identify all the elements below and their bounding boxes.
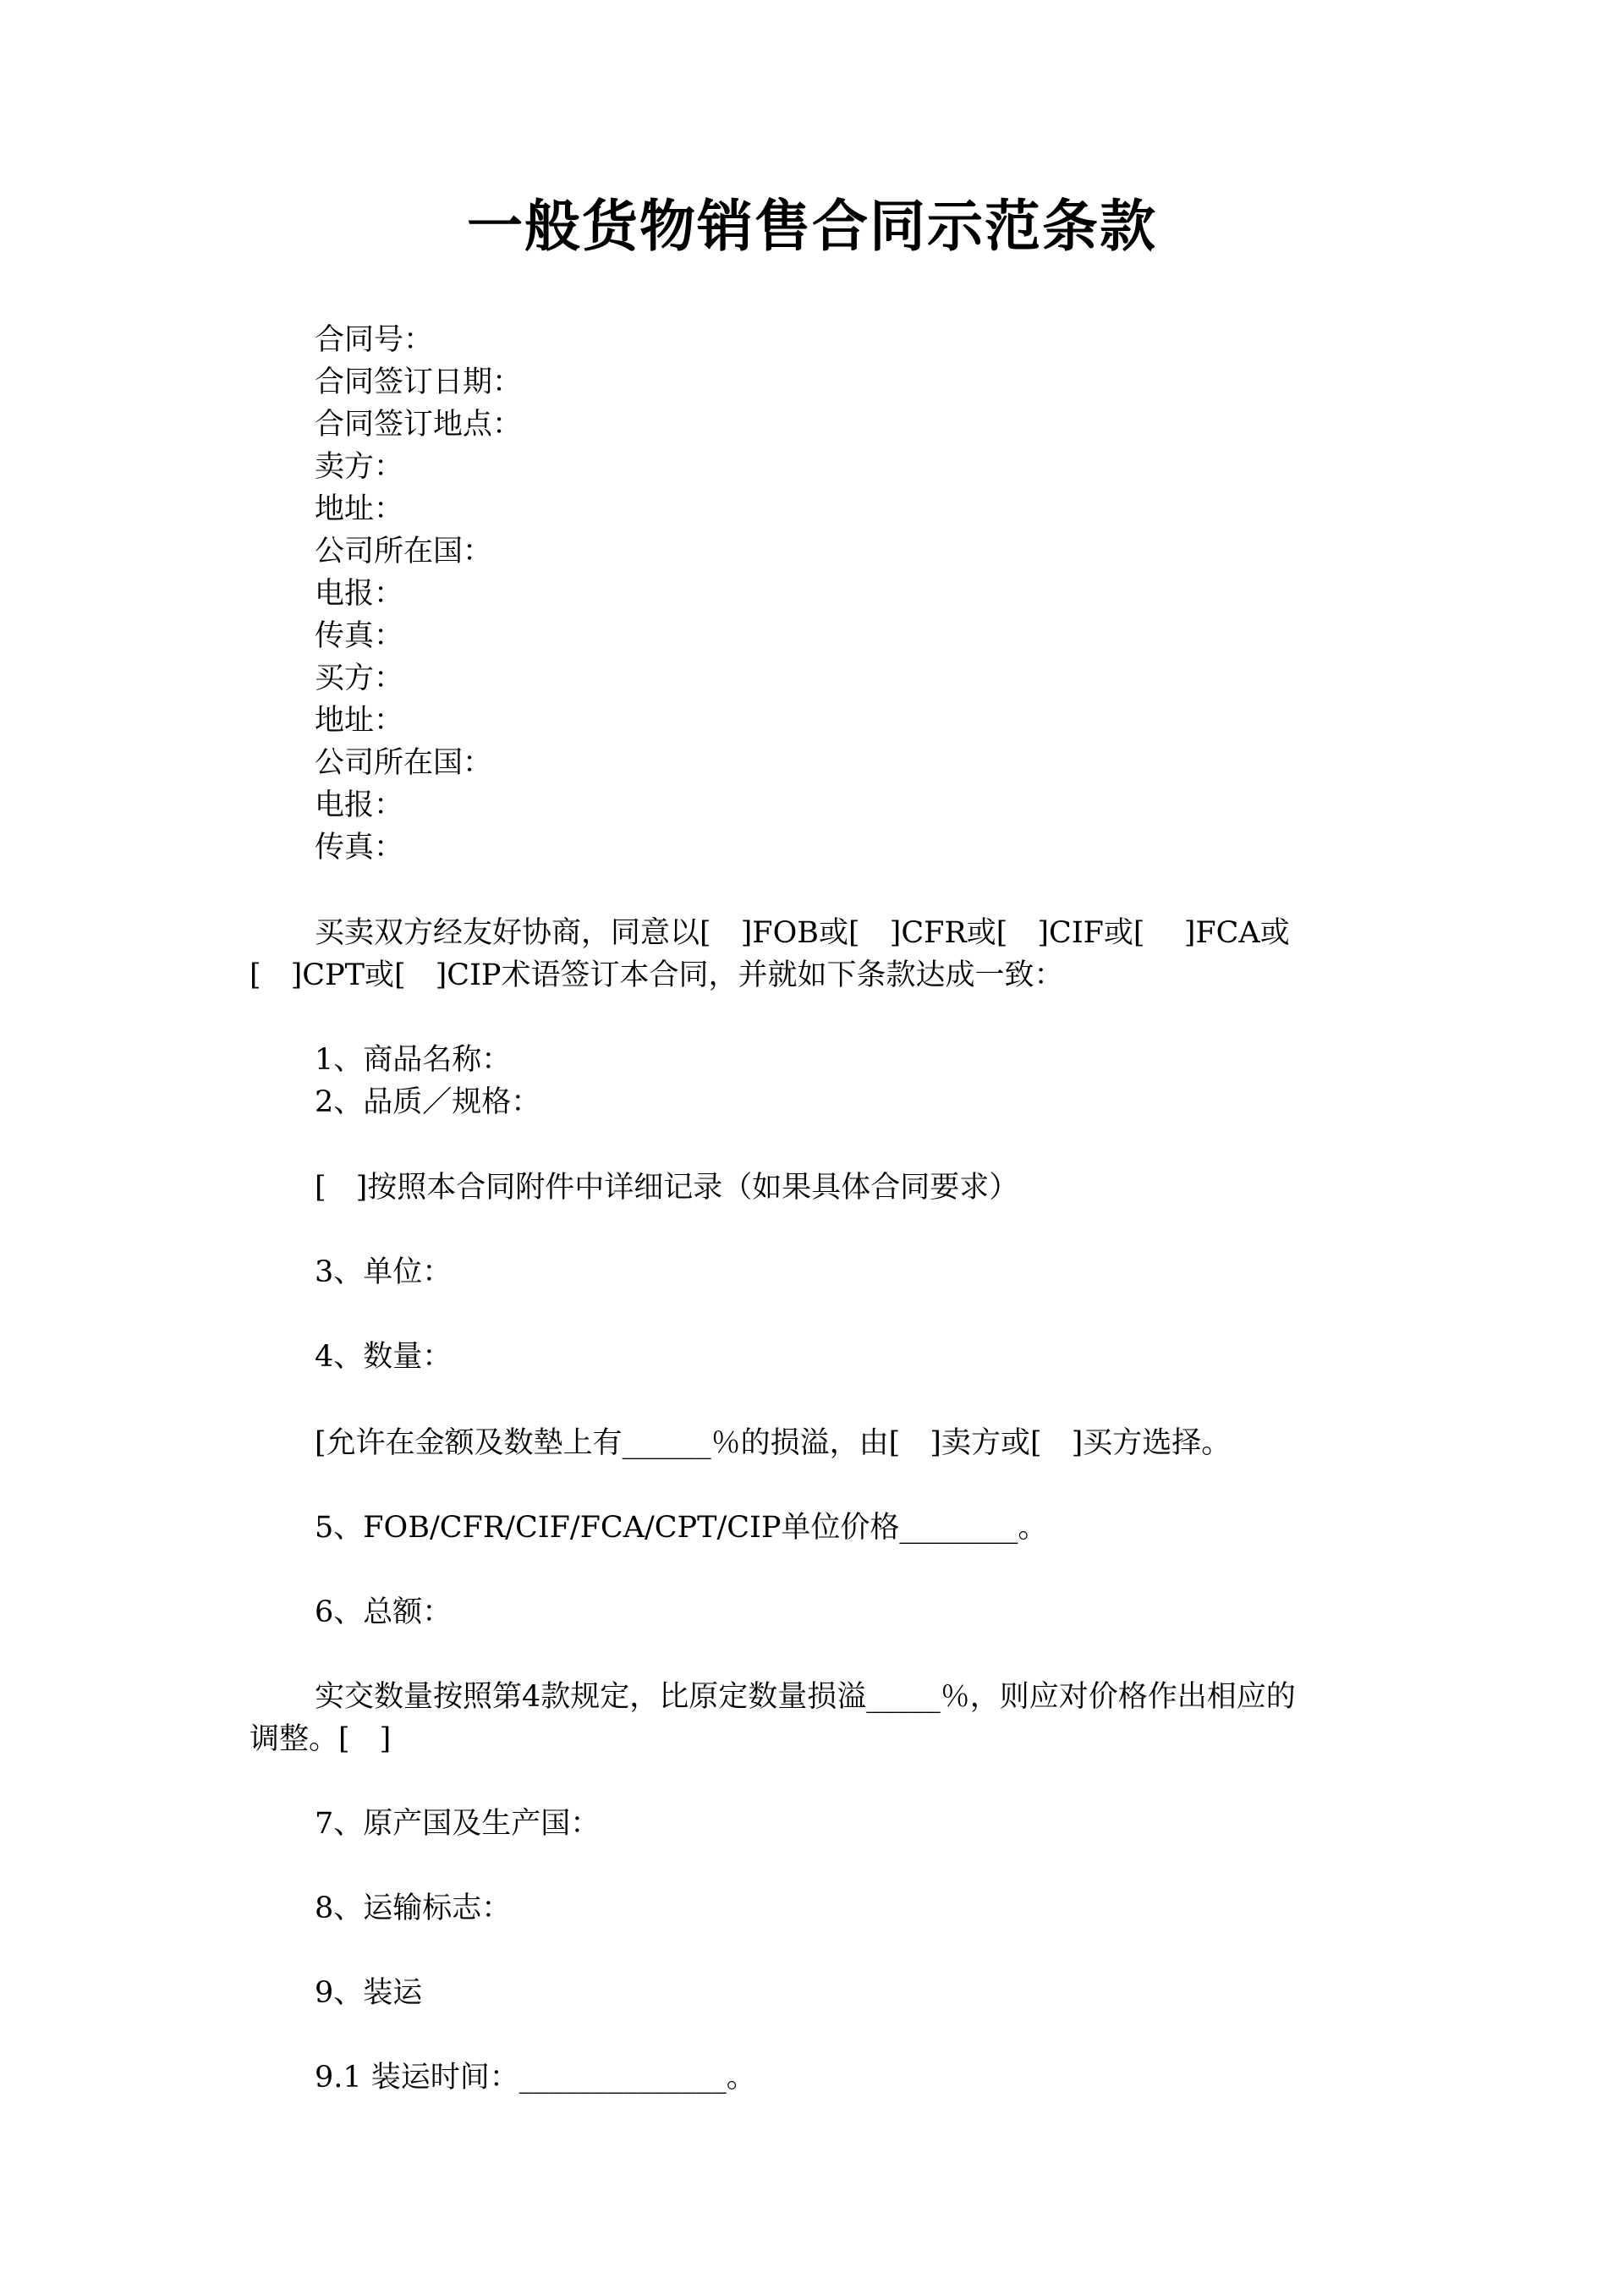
field-buyer: 买方：: [315, 662, 404, 695]
field-buyer-fax: 传真：: [315, 831, 404, 865]
clause-5-unit-price: 5、FOB/CFR/CIF/FCA/CPT/CIP单位价格________。: [315, 1511, 1048, 1545]
clause-9-shipment: 9、装运: [315, 1976, 423, 2010]
clause-6-note-line-1: 实交数量按照第4款规定，比原定数量损溢_____％，则应对价格作出相应的: [315, 1680, 1296, 1714]
intro-line-2: [ ]CPT或[ ]CIP术语签订本合同，并就如下条款达成一致：: [250, 958, 1064, 992]
field-seller-telegram: 电报：: [315, 577, 404, 611]
clause-9-1-shipment-time: 9.1 装运时间：______________。: [315, 2061, 756, 2095]
field-seller-country: 公司所在国：: [315, 535, 493, 568]
document-title: 一般货物销售合同示范条款: [467, 194, 1157, 259]
field-seller-address: 地址：: [315, 492, 404, 526]
clause-2-quality-spec: 2、品质／规格：: [315, 1085, 541, 1119]
field-signing-date: 合同签订日期：: [315, 365, 523, 399]
field-seller-fax: 传真：: [315, 619, 404, 653]
field-buyer-address: 地址：: [315, 704, 404, 738]
clause-1-product-name: 1、商品名称：: [315, 1043, 512, 1077]
field-contract-number: 合同号：: [315, 323, 434, 357]
clause-2-note: [ ]按照本合同附件中详细记录（如果具体合同要求）: [315, 1171, 1019, 1205]
clause-8-shipping-marks: 8、运输标志：: [315, 1891, 512, 1925]
clause-4-note: [允许在金额及数墊上有______％的损溢，由[ ]卖方或[ ]买方选择。: [315, 1426, 1232, 1460]
field-buyer-country: 公司所在国：: [315, 746, 493, 780]
field-buyer-telegram: 电报：: [315, 788, 404, 822]
clause-6-note-line-2: 调整。[ ]: [250, 1722, 392, 1756]
clause-7-origin: 7、原产国及生产国：: [315, 1807, 601, 1841]
clause-3-unit: 3、单位：: [315, 1255, 453, 1289]
clause-4-quantity: 4、数量：: [315, 1340, 453, 1374]
field-seller: 卖方：: [315, 450, 404, 484]
field-signing-place: 合同签订地点：: [315, 408, 523, 442]
clause-6-total: 6、总额：: [315, 1595, 453, 1629]
intro-line-1: 买卖双方经友好协商，同意以[ ]FOB或[ ]CFR或[ ]CIF或[ ]FCA或: [315, 916, 1290, 950]
